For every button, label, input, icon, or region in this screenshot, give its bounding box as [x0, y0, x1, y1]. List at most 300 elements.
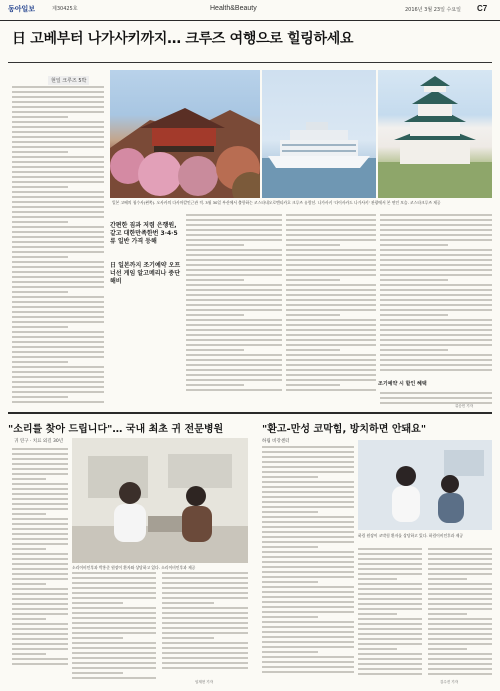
body-text-line: [380, 339, 492, 341]
body-text-line: [12, 371, 104, 373]
body-text-line: [262, 536, 354, 538]
body-text-line: [380, 359, 492, 361]
body-text-line: [72, 617, 156, 619]
body-text-line: [12, 306, 104, 308]
clinic-consultation-photo: [72, 438, 248, 563]
body-text-line: [380, 289, 492, 291]
body-text-line: [72, 602, 123, 604]
body-text-line: [12, 166, 104, 168]
body-text-line: [12, 638, 68, 640]
body-text-line: [286, 364, 376, 366]
body-text-line: [12, 628, 68, 630]
body-text-line: [358, 663, 422, 665]
body-text-line: [358, 608, 422, 610]
body-text-line: [12, 503, 68, 505]
body-text-line: [262, 561, 354, 563]
body-text-line: [12, 508, 68, 510]
body-text-line: [162, 617, 248, 619]
body-text-line: [12, 568, 68, 570]
body-text-line: [428, 653, 492, 655]
body-text-line: [12, 216, 104, 218]
body-text-line: [186, 369, 282, 371]
body-text-line: [262, 496, 354, 498]
body-text-line: [380, 214, 492, 216]
body-text-line: [358, 578, 397, 580]
body-text-line: [162, 637, 214, 639]
body-text-line: [262, 456, 354, 458]
body-text-line: [12, 401, 104, 403]
body-text-line: [380, 249, 492, 251]
body-text-line: [428, 673, 492, 675]
body-text-line: [12, 648, 68, 650]
top-article-subtitle: 현일 크루즈 5박: [48, 76, 89, 85]
body-text-line: [12, 221, 68, 223]
body-text-line: [380, 319, 492, 321]
body-text-line: [286, 369, 376, 371]
body-text-line: [186, 379, 282, 381]
main-headline: 日 고베부터 나가사키까지… 크루즈 여행으로 힐링하세요: [12, 31, 354, 47]
body-text-line: [262, 581, 318, 583]
body-text-line: [72, 582, 156, 584]
body-text-line: [12, 598, 68, 600]
body-text-line: [380, 269, 492, 271]
body-text-line: [286, 304, 376, 306]
body-text-line: [286, 234, 376, 236]
body-text-line: [286, 249, 376, 251]
body-text-line: [186, 359, 282, 361]
section-divider: [8, 412, 492, 414]
body-text-line: [358, 623, 422, 625]
body-text-line: [12, 573, 68, 575]
body-text-line: [186, 374, 282, 376]
body-text-line: [262, 506, 354, 508]
publication-date: 2016년 3월 23일 수요일: [405, 7, 462, 13]
body-text-line: [286, 259, 376, 261]
body-text-line: [12, 563, 68, 565]
body-text-line: [262, 611, 354, 613]
body-text-line: [186, 334, 282, 336]
body-text-line: [358, 638, 422, 640]
body-text-line: [358, 588, 422, 590]
body-text-line: [162, 652, 248, 654]
top-photo-caption: 일본 고베의 청수사(왼쪽). 오사카의 다사마칼인근관 적. 3월 30일 부산에서 출항하는 코스타네오로맨티카호 크루즈 유람선. 나가사키 '다이사카드 나가사키' 관광에서 본 연인 모습. 코스타크루즈 제공: [112, 200, 441, 205]
body-text-line: [12, 376, 104, 378]
body-text-line: [12, 463, 68, 465]
body-text-line: [262, 466, 354, 468]
body-text-line: [358, 673, 422, 675]
body-text-line: [428, 548, 492, 550]
body-text-line: [428, 588, 492, 590]
body-text-line: [262, 666, 354, 668]
body-text-line: [286, 284, 376, 286]
body-text-line: [428, 638, 492, 640]
body-text-line: [186, 324, 282, 326]
body-text-line: [12, 513, 46, 515]
body-text-line: [186, 279, 244, 281]
body-text-line: [162, 627, 248, 629]
body-text-line: [380, 284, 492, 286]
body-text-line: [380, 344, 492, 346]
body-text-line: [12, 171, 104, 173]
body-text-line: [286, 274, 376, 276]
body-text-line: [286, 314, 340, 316]
body-text-line: [72, 627, 156, 629]
body-text-line: [358, 613, 397, 615]
body-text-line: [380, 324, 492, 326]
body-text-line: [358, 618, 422, 620]
body-text-line: [380, 279, 448, 281]
body-text-line: [186, 214, 282, 216]
body-text-line: [12, 271, 104, 273]
body-text-line: [286, 349, 340, 351]
body-text-line: [162, 592, 248, 594]
body-text-line: [12, 361, 68, 363]
body-text-line: [262, 481, 354, 483]
body-text-line: [380, 244, 448, 246]
body-text-line: [428, 628, 492, 630]
body-text-line: [380, 254, 492, 256]
newspaper-logo: 동아일보: [8, 4, 36, 13]
body-text-line: [358, 658, 422, 660]
body-text-line: [12, 558, 68, 560]
temple-photo: [110, 70, 260, 198]
body-text-line: [358, 603, 422, 605]
body-text-line: [162, 587, 248, 589]
body-text-line: [12, 478, 46, 480]
bottom-right-byline: 김수진 기자: [440, 680, 459, 684]
top-article-byline: 류승민 기자: [455, 404, 474, 408]
body-text-line: [162, 602, 214, 604]
body-text-line: [186, 274, 282, 276]
body-text-line: [262, 596, 354, 598]
body-text-line: [286, 264, 376, 266]
body-text-line: [380, 309, 492, 311]
body-text-line: [72, 587, 156, 589]
body-text-line: [12, 381, 104, 383]
body-text-line: [428, 648, 467, 650]
body-text-line: [380, 369, 492, 371]
body-text-line: [12, 256, 68, 258]
body-text-line: [286, 214, 376, 216]
body-text-line: [428, 658, 492, 660]
body-text-line: [286, 384, 340, 386]
body-text-line: [428, 623, 492, 625]
body-text-line: [12, 296, 104, 298]
body-text-line: [162, 647, 248, 649]
body-text-line: [12, 136, 104, 138]
body-text-line: [286, 389, 376, 391]
body-text-line: [12, 126, 104, 128]
body-text-line: [12, 131, 104, 133]
body-text-line: [12, 281, 104, 283]
body-text-line: [286, 299, 376, 301]
body-text-line: [12, 613, 68, 615]
body-text-line: [428, 618, 492, 620]
body-text-line: [358, 628, 422, 630]
body-text-line: [286, 279, 340, 281]
bottom-right-photo-caption: 하림 원장이 코막힘 환자를 상담하고 있다. 하림이비인후과 제공: [358, 533, 464, 538]
body-text-line: [12, 351, 104, 353]
body-text-line: [380, 234, 492, 236]
body-text-line: [380, 219, 492, 221]
issue-number: 제30425호: [52, 6, 78, 12]
body-text-line: [428, 553, 492, 555]
body-text-line: [358, 583, 422, 585]
body-text-line: [186, 219, 282, 221]
body-text-line: [358, 573, 422, 575]
body-text-line: [12, 291, 68, 293]
body-text-line: [12, 191, 104, 193]
body-text-line: [428, 608, 492, 610]
body-text-line: [186, 259, 282, 261]
body-text-line: [286, 354, 376, 356]
body-text-line: [262, 646, 354, 648]
body-text-line: [286, 229, 376, 231]
section-name: Health&Beauty: [210, 5, 257, 12]
body-text-line: [12, 226, 104, 228]
body-text-line: [262, 576, 354, 578]
body-text-line: [358, 593, 422, 595]
body-text-line: [72, 622, 156, 624]
body-text-line: [12, 528, 68, 530]
body-text-line: [186, 344, 282, 346]
body-text-line: [262, 656, 354, 658]
body-text-line: [12, 311, 104, 313]
body-text-line: [12, 151, 68, 153]
body-text-line: [12, 518, 68, 520]
body-text-line: [358, 558, 422, 560]
body-text-line: [262, 661, 354, 663]
body-text-line: [262, 501, 354, 503]
body-text-line: [12, 533, 68, 535]
body-text-line: [12, 316, 104, 318]
body-text-line: [428, 578, 467, 580]
body-text-line: [12, 458, 68, 460]
body-text-line: [12, 146, 104, 148]
body-text-line: [262, 476, 318, 478]
body-text-line: [186, 239, 282, 241]
body-text-line: [262, 511, 318, 513]
body-text-line: [380, 392, 492, 394]
body-text-line: [286, 244, 340, 246]
body-text-line: [358, 653, 422, 655]
body-text-line: [162, 612, 248, 614]
cruise-ship-photo: [262, 70, 376, 198]
body-text-line: [12, 543, 68, 545]
body-text-line: [428, 598, 492, 600]
body-text-line: [186, 389, 282, 391]
body-text-line: [162, 662, 248, 664]
body-text-line: [262, 471, 354, 473]
body-text-line: [12, 593, 68, 595]
body-text-line: [262, 461, 354, 463]
body-text-line: [358, 598, 422, 600]
body-text-line: [12, 96, 104, 98]
body-text-line: [358, 648, 397, 650]
body-text-line: [72, 667, 156, 669]
body-text-line: [12, 548, 46, 550]
body-text-line: [72, 647, 156, 649]
body-text-line: [186, 329, 282, 331]
body-text-line: [12, 111, 104, 113]
body-text-line: [72, 672, 123, 674]
body-text-line: [358, 633, 422, 635]
body-text-line: [12, 553, 68, 555]
body-text-line: [12, 196, 104, 198]
body-text-line: [12, 453, 68, 455]
body-text-line: [12, 286, 104, 288]
body-text-line: [428, 643, 492, 645]
body-text-line: [186, 269, 282, 271]
body-text-line: [12, 261, 104, 263]
body-text-line: [12, 653, 46, 655]
top-article-boxed-subhead: 조기예약 시 할인 혜택: [378, 381, 427, 387]
body-text-line: [162, 607, 248, 609]
body-text-line: [162, 597, 248, 599]
body-text-line: [162, 572, 248, 574]
bottom-right-subtitle: 하림 비강센터: [262, 439, 290, 444]
body-text-line: [186, 229, 282, 231]
body-text-line: [262, 451, 354, 453]
body-text-line: [262, 601, 354, 603]
body-text-line: [262, 571, 354, 573]
body-text-line: [286, 379, 376, 381]
body-text-line: [12, 116, 68, 118]
body-text-line: [186, 234, 282, 236]
body-text-line: [12, 141, 104, 143]
body-text-line: [72, 657, 156, 659]
body-text-line: [12, 161, 104, 163]
body-text-line: [12, 468, 68, 470]
body-text-line: [12, 321, 104, 323]
body-text-line: [12, 266, 104, 268]
body-text-line: [12, 488, 68, 490]
body-text-line: [186, 244, 244, 246]
body-text-line: [186, 224, 282, 226]
body-text-line: [186, 254, 282, 256]
bottom-left-headline: "소리를 찾아 드립니다"… 국내 최초 귀 전문병원: [8, 424, 224, 435]
body-text-line: [262, 566, 354, 568]
nasal-consultation-photo: [358, 440, 492, 530]
body-text-line: [380, 229, 492, 231]
body-text-line: [12, 391, 104, 393]
body-text-line: [12, 181, 104, 183]
body-text-line: [12, 201, 104, 203]
body-text-line: [186, 249, 282, 251]
body-text-line: [262, 551, 354, 553]
body-text-line: [262, 486, 354, 488]
body-text-line: [380, 329, 492, 331]
body-text-line: [12, 251, 104, 253]
body-text-line: [380, 294, 492, 296]
body-text-line: [72, 592, 156, 594]
body-text-line: [286, 334, 376, 336]
body-text-line: [12, 176, 104, 178]
body-text-line: [12, 623, 68, 625]
headline-divider: [8, 62, 492, 63]
top-article-subhead: 간편한 짐과 저렴 은행원, 같고 대한만족한번 3·4·5류 일반 가격 등해: [110, 222, 178, 245]
body-text-line: [428, 563, 492, 565]
body-text-line: [262, 621, 354, 623]
top-article-subhead: 日 일본까지 조기예약 오프너선 게임 알고메리나 중단해비: [110, 262, 181, 285]
body-text-line: [262, 616, 318, 618]
body-text-line: [428, 593, 492, 595]
body-text-line: [286, 374, 376, 376]
body-text-line: [186, 354, 282, 356]
body-text-line: [186, 314, 244, 316]
body-text-line: [428, 668, 492, 670]
body-text-line: [262, 446, 354, 448]
body-text-line: [380, 264, 492, 266]
body-text-line: [380, 274, 492, 276]
body-text-line: [12, 473, 68, 475]
body-text-line: [72, 642, 156, 644]
body-text-line: [12, 206, 104, 208]
body-text-line: [186, 284, 282, 286]
body-text-line: [428, 613, 467, 615]
body-text-line: [72, 612, 156, 614]
body-text-line: [186, 264, 282, 266]
body-text-line: [428, 603, 492, 605]
body-text-line: [380, 397, 492, 399]
body-text-line: [12, 448, 68, 450]
body-text-line: [72, 637, 123, 639]
bottom-left-photo-caption: 소리이비인후과 박홍준 원장이 환자와 상담하고 있다. 소리이비인후과 제공: [72, 565, 196, 570]
body-text-line: [12, 498, 68, 500]
body-text-line: [12, 106, 104, 108]
body-text-line: [12, 538, 68, 540]
body-text-line: [380, 224, 492, 226]
body-text-line: [12, 366, 104, 368]
body-text-line: [12, 86, 104, 88]
body-text-line: [12, 493, 68, 495]
body-text-line: [380, 354, 492, 356]
page-header: [0, 0, 500, 21]
body-text-line: [286, 324, 376, 326]
body-text-line: [358, 548, 422, 550]
body-text-line: [12, 523, 68, 525]
body-text-line: [72, 577, 156, 579]
body-text-line: [286, 309, 376, 311]
body-text-line: [12, 336, 104, 338]
body-text-line: [380, 314, 448, 316]
body-text-line: [262, 671, 354, 673]
body-text-line: [162, 632, 248, 634]
page-number: C7: [477, 4, 488, 13]
body-text-line: [186, 319, 282, 321]
body-text-line: [380, 304, 492, 306]
body-text-line: [12, 396, 68, 398]
body-text-line: [12, 241, 104, 243]
body-text-line: [12, 633, 68, 635]
body-text-line: [286, 319, 376, 321]
body-text-line: [186, 364, 282, 366]
body-text-line: [262, 651, 318, 653]
body-text-line: [262, 531, 354, 533]
body-text-line: [186, 339, 282, 341]
body-text-line: [12, 483, 68, 485]
body-text-line: [12, 608, 68, 610]
body-text-line: [12, 326, 68, 328]
body-text-line: [162, 667, 248, 669]
body-text-line: [186, 299, 282, 301]
body-text-line: [262, 636, 354, 638]
body-text-line: [358, 568, 422, 570]
body-text-line: [286, 294, 376, 296]
body-text-line: [286, 219, 376, 221]
body-text-line: [72, 632, 156, 634]
body-text-line: [186, 309, 282, 311]
